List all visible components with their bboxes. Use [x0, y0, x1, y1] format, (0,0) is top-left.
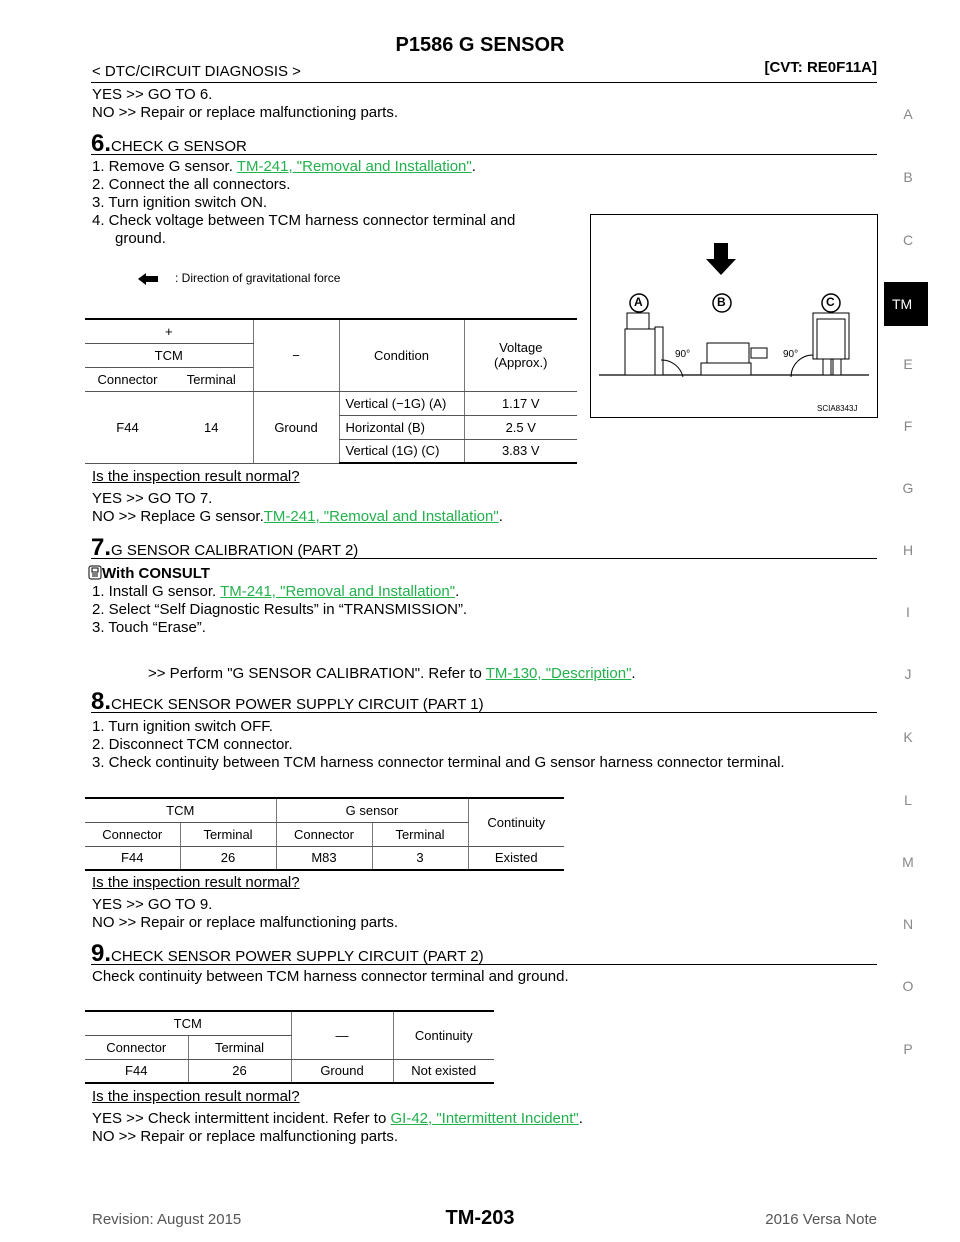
s8-step3: 3. Check continuity between TCM harness connector terminal and G sensor harness connector terminal.	[92, 754, 785, 771]
s9-no: NO >> Repair or replace malfunctioning parts.	[92, 1128, 398, 1145]
page-title: P1586 G SENSOR	[395, 34, 565, 56]
s9-th-tcm: TCM	[85, 1011, 291, 1035]
side-index-m[interactable]: M	[902, 854, 914, 870]
s8-no: NO >> Repair or replace malfunctioning parts.	[92, 914, 398, 931]
figure-label-a: A	[634, 295, 643, 309]
side-index-o[interactable]: O	[902, 978, 914, 994]
s6-no-text: NO >> Replace G sensor.	[92, 508, 264, 525]
footer-model: 2016 Versa Note	[765, 1211, 877, 1228]
cell-voltage-a: 1.17 V	[464, 391, 577, 415]
s9-cell-continuity: Not existed	[393, 1059, 494, 1083]
section-6-heading	[91, 130, 877, 155]
s8-th-terminal-2: Terminal	[372, 822, 468, 846]
side-index-c[interactable]: C	[902, 232, 914, 248]
s7-description-link[interactable]: TM-130, "Description"	[485, 665, 632, 682]
s8-continuity-table	[85, 797, 564, 871]
s6-step1	[92, 158, 476, 176]
s6-step3: 3. Turn ignition switch ON.	[92, 194, 268, 211]
s9-yes-period: .	[578, 1110, 583, 1127]
side-index-j[interactable]: J	[904, 666, 912, 682]
section-9-number: 9.	[91, 940, 112, 967]
s9-continuity-table	[85, 1010, 494, 1084]
th-tcm: TCM	[85, 343, 253, 367]
s9-yes-text: YES >> Check intermittent incident. Refer to	[92, 1110, 391, 1127]
s7-step3: 3. Touch “Erase”.	[92, 619, 206, 636]
gravity-down-arrow-icon	[706, 243, 736, 275]
s9-th-continuity: Continuity	[393, 1011, 494, 1059]
side-index-k[interactable]: K	[903, 729, 913, 745]
th-connector: Connector	[85, 367, 170, 391]
s8-th-terminal-1: Terminal	[180, 822, 276, 846]
s9-cell-connector: F44	[85, 1059, 188, 1083]
footer-revision: Revision: August 2015	[92, 1211, 242, 1228]
section-7-title: G SENSOR CALIBRATION (PART 2)	[111, 542, 359, 559]
s9-question: Is the inspection result normal?	[92, 1088, 300, 1105]
side-index-i[interactable]: I	[906, 604, 910, 620]
s8-cell-tcm-terminal: 26	[180, 846, 276, 870]
header-section: < DTC/CIRCUIT DIAGNOSIS >	[92, 63, 301, 80]
s8-th-gsensor: G sensor	[276, 798, 468, 822]
cell-voltage-c: 3.83 V	[464, 439, 577, 463]
s7-step1-text: 1. Install G sensor.	[92, 583, 221, 600]
side-index-n[interactable]: N	[902, 916, 914, 932]
s6-step4-line1: 4. Check voltage between TCM harness connector terminal and	[92, 212, 516, 229]
side-index-g[interactable]: G	[902, 480, 914, 496]
s9-cell-ground: Ground	[291, 1059, 393, 1083]
cell-condition-a: Vertical (−1G) (A)	[339, 391, 464, 415]
cell-ground: Ground	[253, 391, 339, 463]
section-6-title: CHECK G SENSOR	[111, 138, 247, 155]
s7-step1-period: .	[455, 583, 460, 600]
s7-step1	[92, 583, 459, 601]
th-voltage	[464, 319, 577, 391]
section-8-heading	[91, 688, 877, 713]
page-number: TM-203	[445, 1207, 515, 1229]
s6-no	[92, 508, 503, 526]
s8-cell-gs-terminal: 3	[372, 846, 468, 870]
g-sensor-orientation-figure	[590, 214, 878, 418]
s8-yes: YES >> GO TO 9.	[92, 896, 213, 913]
s8-th-continuity: Continuity	[468, 798, 564, 846]
side-index-e[interactable]: E	[903, 356, 913, 372]
s9-th-dash: —	[291, 1011, 393, 1059]
s8-th-connector-1: Connector	[85, 822, 180, 846]
s6-question: Is the inspection result normal?	[92, 468, 300, 485]
cell-condition-b: Horizontal (B)	[339, 415, 464, 439]
s7-consult-label: With CONSULT	[102, 565, 210, 582]
section-8-title: CHECK SENSOR POWER SUPPLY CIRCUIT (PART 1)	[111, 696, 484, 713]
figure-label-c: C	[826, 295, 835, 309]
s9-th-terminal: Terminal	[188, 1035, 291, 1059]
header-model-code: [CVT: RE0F11A]	[764, 59, 877, 76]
side-index-tm-active[interactable]: TM	[884, 282, 928, 326]
side-index-f[interactable]: F	[903, 418, 913, 434]
s6-step2: 2. Connect the all connectors.	[92, 176, 291, 193]
s7-install-link[interactable]: TM-241, "Removal and Installation"	[220, 583, 456, 600]
s7-step2: 2. Select “Self Diagnostic Results” in “TRANSMISSION”.	[92, 601, 468, 618]
cell-connector: F44	[85, 391, 170, 463]
s8-th-connector-2: Connector	[276, 822, 372, 846]
header-rule	[91, 82, 877, 83]
side-index-b[interactable]: B	[903, 169, 913, 185]
cell-terminal: 14	[170, 391, 253, 463]
s8-step1: 1. Turn ignition switch OFF.	[92, 718, 273, 735]
legend-text: : Direction of gravitational force	[175, 271, 341, 285]
figure-angle-2: 90°	[783, 349, 799, 360]
side-index-h[interactable]: H	[902, 542, 914, 558]
s9-text: Check continuity between TCM harness connector terminal and ground.	[92, 968, 569, 985]
s6-no-period: .	[498, 508, 503, 525]
s6-no-link[interactable]: TM-241, "Removal and Installation"	[263, 508, 499, 525]
th-plus: +	[85, 319, 253, 343]
section-8-number: 8.	[91, 688, 112, 715]
gravity-arrow-icon	[138, 272, 158, 290]
s8-cell-tcm-connector: F44	[85, 846, 180, 870]
s7-perform-text: >> Perform "G SENSOR CALIBRATION". Refer to	[148, 665, 486, 682]
s6-step1-period: .	[471, 158, 476, 175]
cell-voltage-b: 2.5 V	[464, 415, 577, 439]
section-7-number: 7.	[91, 534, 112, 561]
no-repair: NO >> Repair or replace malfunctioning parts.	[92, 104, 398, 121]
figure-label-b: B	[717, 295, 726, 309]
section-9-heading	[91, 940, 877, 965]
g-sensor-diagram	[591, 215, 877, 417]
s8-th-tcm: TCM	[85, 798, 276, 822]
yes-go-to-6: YES >> GO TO 6.	[92, 86, 213, 103]
th-condition: Condition	[339, 319, 464, 391]
th-voltage-label: Voltage	[499, 340, 543, 356]
cell-condition-c: Vertical (1G) (C)	[339, 439, 464, 463]
th-approx-label: (Approx.)	[494, 355, 548, 371]
section-9-title: CHECK SENSOR POWER SUPPLY CIRCUIT (PART 2)	[111, 948, 484, 965]
s9-th-connector: Connector	[85, 1035, 188, 1059]
s6-yes: YES >> GO TO 7.	[92, 490, 213, 507]
s8-step2: 2. Disconnect TCM connector.	[92, 736, 293, 753]
s9-yes	[92, 1110, 583, 1128]
side-index-a[interactable]: A	[903, 106, 913, 122]
side-index-p[interactable]: P	[903, 1041, 913, 1057]
th-terminal: Terminal	[170, 367, 253, 391]
consult-icon	[88, 565, 102, 585]
figure-code: SCIA8343J	[817, 404, 858, 413]
s8-question: Is the inspection result normal?	[92, 874, 300, 891]
side-index-l[interactable]: L	[904, 792, 912, 808]
s6-voltage-table	[85, 318, 577, 464]
s6-step1-text: 1. Remove G sensor.	[92, 158, 237, 175]
figure-angle-1: 90°	[675, 349, 691, 360]
s6-step4-line2: ground.	[115, 230, 166, 247]
s7-perform	[148, 665, 636, 683]
s9-intermittent-link[interactable]: GI-42, "Intermittent Incident"	[390, 1110, 579, 1127]
s9-cell-terminal: 26	[188, 1059, 291, 1083]
th-minus: −	[253, 319, 339, 391]
s7-consult	[88, 565, 210, 585]
s8-cell-gs-connector: M83	[276, 846, 372, 870]
section-7-heading	[91, 534, 877, 559]
s6-removal-link[interactable]: TM-241, "Removal and Installation"	[236, 158, 472, 175]
section-6-number: 6.	[91, 130, 112, 157]
s8-cell-continuity: Existed	[468, 846, 564, 870]
s7-perform-period: .	[631, 665, 636, 682]
